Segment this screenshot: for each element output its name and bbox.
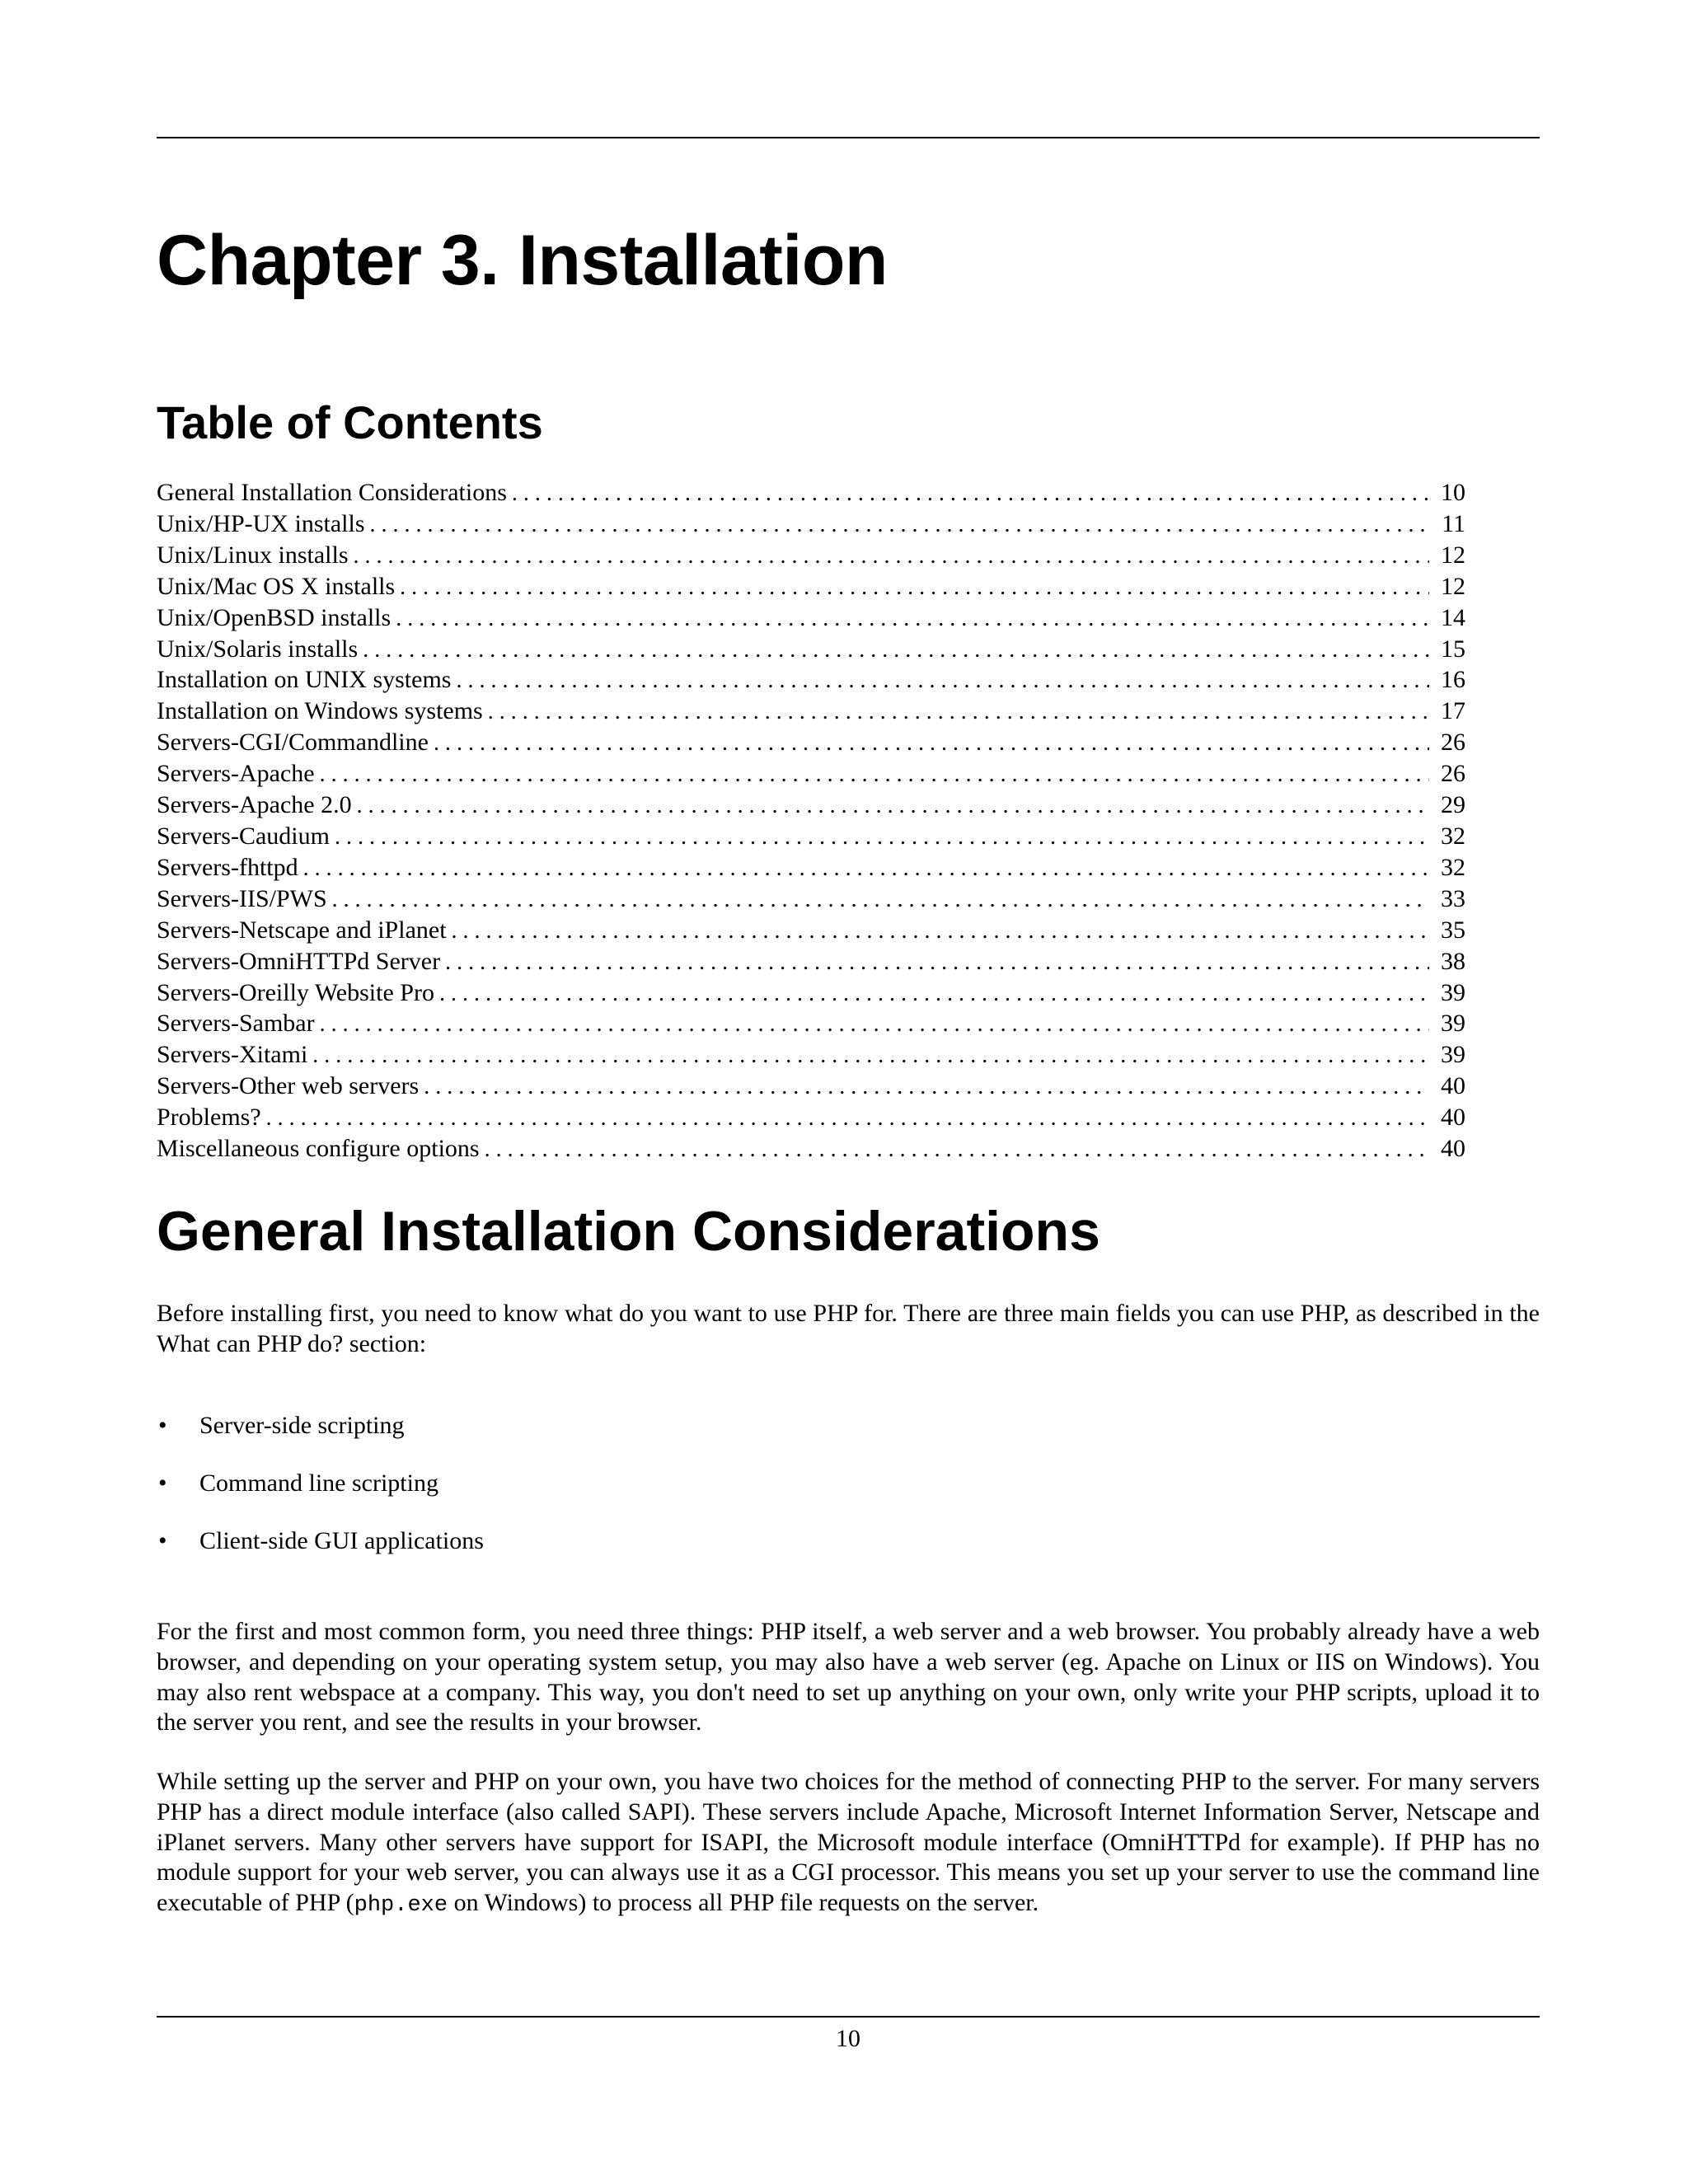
toc-leader-dots [335,822,1429,853]
toc-entry[interactable] [157,478,1465,509]
toc-entry-label: Servers-Apache 2.0 [157,791,352,819]
toc-entry-label: Servers-Apache [157,760,315,788]
bullet-icon: • [158,1469,167,1497]
toc-leader-dots [452,916,1429,947]
toc-entry-page: 40 [1441,1135,1465,1163]
toc-leader-dots [266,1103,1429,1134]
toc-entry-page: 29 [1441,791,1465,819]
server-setup-text-end: on Windows) to process all PHP file requests on the server. [448,1889,1039,1917]
toc-entry-page: 35 [1441,916,1465,944]
toc-entry-label: Installation on UNIX systems [157,666,452,694]
toc-entry[interactable] [157,1040,1465,1071]
toc-entry-label: Miscellaneous configure options [157,1135,480,1163]
toc-entry[interactable] [157,916,1465,947]
toc-entry[interactable] [157,1071,1465,1103]
toc-entry-label: Servers-Oreilly Website Pro [157,978,434,1006]
php-exe-code: php.exe [354,1893,448,1919]
first-form-paragraph: For the first and most common form, you need three things: PHP itself, a web server and a web browser. You probably already have a web browser, and depending on your operating system setup, you may also have a web server (eg. Apache on Linux or IIS on Windows). You may also rent webspace at a company. This way, you don't need to set up anything on your own, only write your PHP scripts, upload it to the server you rent, and see the results in your browser. [157,1618,1540,1736]
toc-leader-dots [363,635,1429,666]
toc-entry-label: Servers-Xitami [157,1041,308,1069]
toc-entry[interactable] [157,696,1465,728]
toc-leader-dots [424,1071,1429,1103]
server-setup-text: While setting up the server and PHP on your own, you have two choices for the method of connecting PHP to the server. For many servers PHP has a direct module interface (also called SAPI). These servers include Apache, Microsoft Internet Information Server, Netscape and iPlanet servers. Many other servers have support for ISAPI, the Microsoft module interface (OmniHTTPd for example). If PHP has no module support for your web server, you can always use it as a CGI processor. This means you set up your server to use the command line executable of PHP ( [157,1768,1540,1917]
toc-entry[interactable] [157,1103,1465,1134]
toc-entry[interactable] [157,635,1465,666]
list-item-text: Server-side scripting [199,1412,405,1439]
toc-entry-label: Servers-IIS/PWS [157,884,327,912]
chapter-title: Chapter 3. Installation [157,221,888,300]
toc-entry-page: 39 [1441,1041,1465,1069]
toc-entry[interactable] [157,541,1465,572]
bullet-icon: • [158,1527,167,1554]
toc-entry[interactable] [157,822,1465,853]
toc-entry-page: 10 [1441,479,1465,506]
table-of-contents [157,478,1465,1165]
toc-entry[interactable] [157,665,1465,696]
toc-entry[interactable] [157,1009,1465,1040]
toc-entry[interactable] [157,728,1465,759]
toc-entry-page: 40 [1441,1072,1465,1100]
toc-leader-dots [332,884,1429,916]
toc-entry[interactable] [157,1134,1465,1165]
list-item [157,1526,484,1584]
toc-entry[interactable] [157,572,1465,603]
toc-entry-label: Unix/OpenBSD installs [157,603,392,631]
toc-leader-dots [439,978,1429,1010]
toc-entry[interactable] [157,884,1465,916]
toc-leader-dots [320,1009,1429,1040]
toc-leader-dots [512,478,1429,509]
toc-entry-page: 33 [1441,884,1465,912]
toc-leader-dots [354,541,1430,572]
list-item-text: Command line scripting [199,1469,438,1497]
toc-entry-label: Servers-Sambar [157,1010,315,1038]
toc-entry-page: 17 [1441,697,1465,725]
toc-leader-dots [488,696,1429,728]
toc-entry-page: 16 [1441,666,1465,694]
header-rule [157,137,1540,138]
toc-entry-label: Unix/Mac OS X installs [157,572,396,600]
toc-entry[interactable] [157,603,1465,635]
toc-entry-label: General Installation Considerations [157,479,507,506]
bullet-icon: • [158,1412,167,1439]
toc-entry-label: Problems? [157,1104,261,1132]
toc-leader-dots [445,947,1429,978]
toc-leader-dots [370,509,1429,541]
list-item [157,1469,484,1526]
toc-entry[interactable] [157,509,1465,541]
toc-entry-label: Unix/HP-UX installs [157,509,365,537]
list-item-text: Client-side GUI applications [199,1527,484,1554]
toc-entry-page: 26 [1441,760,1465,788]
toc-entry-page: 14 [1441,603,1465,631]
intro-paragraph: Before installing first, you need to know what do you want to use PHP for. There are three main fields you can use PHP, as described in the What can PHP do? section: [157,1300,1540,1357]
toc-entry-label: Unix/Linux installs [157,541,349,569]
toc-entry[interactable] [157,853,1465,884]
toc-entry-page: 39 [1441,1010,1465,1038]
toc-leader-dots [456,665,1429,696]
toc-entry-page: 40 [1441,1104,1465,1132]
toc-entry[interactable] [157,790,1465,822]
document-page [157,0,1540,2184]
toc-entry-page: 12 [1441,572,1465,600]
toc-entry-page: 12 [1441,541,1465,569]
toc-leader-dots [303,853,1429,884]
usage-fields-list [157,1411,484,1584]
page-number: 10 [836,2025,860,2052]
toc-entry-label: Servers-CGI/Commandline [157,729,429,757]
toc-entry-label: Servers-OmniHTTPd Server [157,947,441,975]
toc-entry-label: Servers-Netscape and iPlanet [157,916,447,944]
section-title: General Installation Considerations [157,1200,1100,1263]
toc-entry[interactable] [157,947,1465,978]
toc-entry-label: Servers-Other web servers [157,1072,420,1100]
toc-entry-page: 11 [1442,509,1465,537]
toc-entry-page: 15 [1441,635,1465,663]
toc-entry-label: Servers-Caudium [157,822,330,850]
toc-entry-page: 32 [1441,822,1465,850]
list-item [157,1411,484,1469]
toc-leader-dots [312,1040,1429,1071]
toc-leader-dots [357,790,1429,822]
toc-leader-dots [396,603,1429,635]
toc-entry-label: Installation on Windows systems [157,697,483,725]
toc-entry-label: Servers-fhttpd [157,853,298,881]
toc-entry-page: 26 [1441,729,1465,757]
toc-entry[interactable] [157,978,1465,1010]
toc-entry-label: Unix/Solaris installs [157,635,359,663]
toc-leader-dots [485,1134,1429,1165]
toc-entry-page: 38 [1441,947,1465,975]
footer-rule [157,2016,1540,2018]
toc-leader-dots [434,728,1429,759]
toc-entry[interactable] [157,759,1465,790]
toc-entry-page: 32 [1441,853,1465,881]
toc-leader-dots [400,572,1429,603]
toc-leader-dots [320,759,1429,790]
toc-entry-page: 39 [1441,978,1465,1006]
server-setup-paragraph [157,1767,1540,1921]
toc-heading: Table of Contents [157,396,543,448]
